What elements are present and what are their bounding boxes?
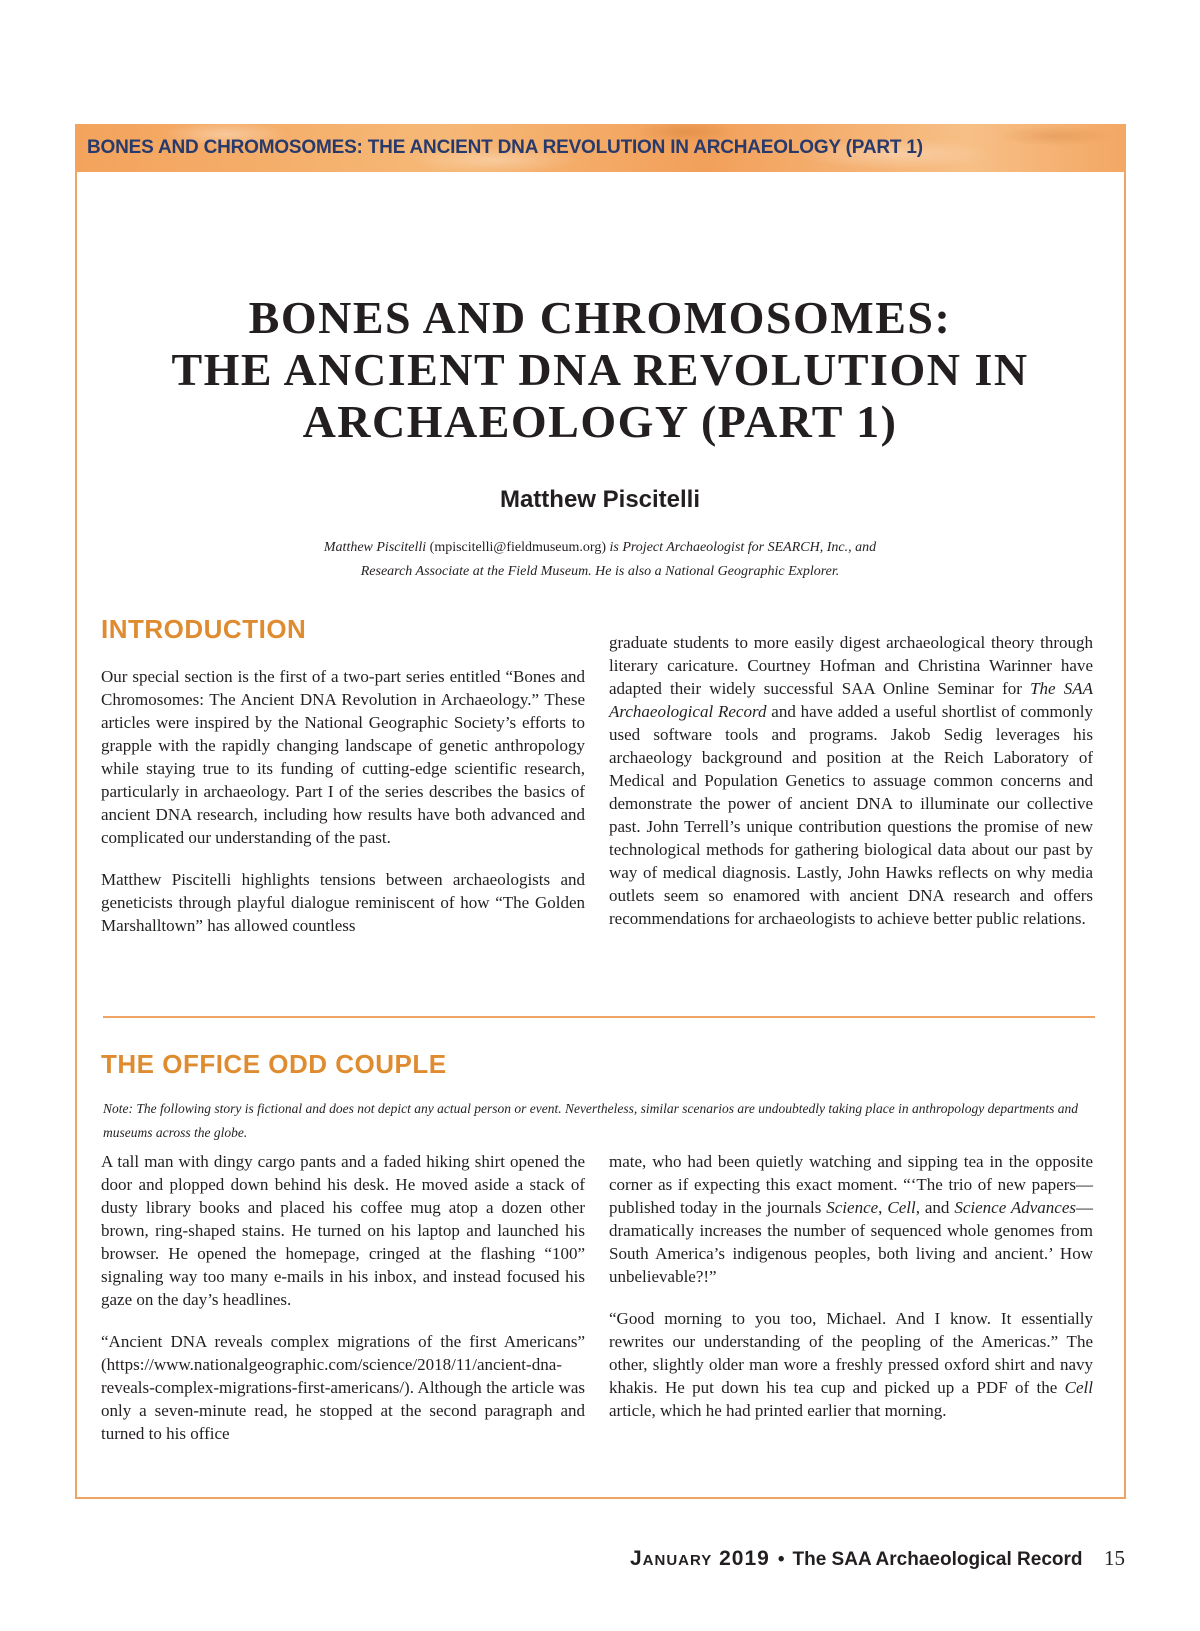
affiliation-role: is Project Archaeologist for SEARCH, Inc., and bbox=[609, 540, 877, 555]
office-p3-text-a: mate, who had been quietly watching and sipping tea in the opposite corner as if expecting this exact moment. “‘The trio of new papers—published today in the journals bbox=[609, 1152, 1093, 1217]
office-p3-text-b: , bbox=[878, 1198, 888, 1217]
footer-journal: The SAA Archaeological Record bbox=[792, 1549, 1083, 1570]
office-p3-text-c: , and bbox=[915, 1198, 955, 1217]
journal-cell: Cell bbox=[887, 1198, 916, 1217]
office-heading: THE OFFICE ODD COUPLE bbox=[101, 1049, 447, 1079]
section-divider bbox=[103, 1016, 1095, 1018]
author-affiliation bbox=[200, 536, 1000, 584]
office-paragraph-3 bbox=[609, 1150, 1093, 1288]
footer-bullet: • bbox=[777, 1549, 785, 1570]
journal-science: Science bbox=[826, 1198, 879, 1217]
intro-journal-title: The SAA Archaeological Record bbox=[609, 679, 1093, 721]
affiliation-line-1 bbox=[200, 536, 1000, 560]
footer-date: January 2019 bbox=[630, 1547, 770, 1570]
journal-cell-2: Cell bbox=[1064, 1378, 1093, 1397]
introduction-right-column bbox=[609, 631, 1093, 930]
affiliation-line-2: Research Associate at the Field Museum. He is also a National Geographic Explorer. bbox=[360, 564, 840, 579]
intro-text-a: graduate students to more easily digest archaeological theory through literary caricature. Courtney Hofman and Christina Warinner have adapted their widely successful SAA Online Seminar for bbox=[609, 633, 1093, 698]
office-paragraph-2: “Ancient DNA reveals complex migrations of the first Americans” (https://www.nationalgeographic.com/science/2018/11/ancient-dna-reveals-complex-migrations-first-americans/). Although the article was only a seven-minute read, he stopped at the second paragraph and turned to his office bbox=[101, 1332, 585, 1443]
intro-text-b: and have added a useful shortlist of commonly used software tools and programs. Jakob Sedig leverages his archaeology background and position at the Reich Laboratory of Medical and Population Genetics to assuage common concerns and demonstrate the power of ancient DNA to illuminate our collective past. John Terrell’s unique contribution questions the promise of new technological methods for gathering biological data about our past by way of medical diagnosis. Lastly, John Hawks reflects on why media outlets seem so enamored with ancient DNA research and offers recommendations for archaeologists to achieve better public relations. bbox=[609, 702, 1094, 928]
introduction-paragraph-3 bbox=[609, 631, 1093, 930]
section-banner bbox=[75, 124, 1126, 172]
office-paragraph-4 bbox=[609, 1307, 1093, 1422]
office-left-column bbox=[101, 1150, 585, 1445]
office-paragraph-1: A tall man with dingy cargo pants and a faded hiking shirt opened the door and plopped down behind his desk. He moved aside a stack of dusty library books and placed his coffee mug atop a dozen other brown, ring-shaped stains. He turned on his laptop and launched his browser. He opened the homepage, cringed at the flashing “100” signaling way too many e-mails in his inbox, and instead focused his gaze on the day’s headlines. bbox=[101, 1152, 585, 1309]
affiliation-name: Matthew Piscitelli bbox=[323, 540, 427, 555]
affiliation-email: (mpiscitelli@fieldmuseum.org) bbox=[429, 540, 606, 555]
article-title bbox=[100, 292, 1100, 448]
fiction-note: Note: The following story is fictional and does not depict any actual person or event. Nevertheless, similar scenarios are undoubtedly taking place in anthropology departments and museums across the globe. bbox=[103, 1101, 1078, 1140]
title-line-1: BONES AND CHROMOSOMES: bbox=[248, 292, 952, 343]
page-number: 15 bbox=[1104, 1546, 1125, 1570]
introduction-left-column bbox=[101, 665, 585, 937]
introduction-paragraph-1: Our special section is the first of a two-part series entitled “Bones and Chromosomes: The Ancient DNA Revolution in Archaeology.” These articles were inspired by the National Geographic Society’s efforts to grapple with the rapidly changing landscape of genetic anthropology while staying true to its funding of cutting-edge scientific research, particularly in archaeology. Part I of the series describes the basics of ancient DNA research, including how results have both advanced and complicated our understanding of the past. bbox=[101, 667, 585, 847]
introduction-heading: INTRODUCTION bbox=[101, 614, 307, 644]
office-right-column bbox=[609, 1150, 1093, 1422]
title-line-2: THE ANCIENT DNA REVOLUTION IN bbox=[171, 344, 1029, 395]
journal-science-advances: Science Advances bbox=[954, 1198, 1077, 1217]
banner-title: BONES AND CHROMOSOMES: THE ANCIENT DNA REVOLUTION IN ARCHAEOLOGY (PART 1) bbox=[87, 137, 923, 158]
page-footer bbox=[630, 1547, 1130, 1571]
office-p3-text-d: —dramatically increases the number of sequenced whole genomes from South America’s indigenous peoples, both living and ancient.’ How unbelievable?!” bbox=[609, 1198, 1094, 1286]
title-line-3: ARCHAEOLOGY (PART 1) bbox=[302, 396, 898, 447]
office-p4-text-a: “Good morning to you too, Michael. And I know. It essentially rewrites our understanding of the peopling of the Americas.” The other, slightly older man wore a freshly pressed oxford shirt and navy khakis. He put down his tea cup and picked up a PDF of the bbox=[609, 1309, 1093, 1397]
introduction-paragraph-2: Matthew Piscitelli highlights tensions between archaeologists and geneticists through playful dialogue reminiscent of how “The Golden Marshalltown” has allowed countless bbox=[101, 870, 585, 935]
office-p4-text-b: article, which he had printed earlier that morning. bbox=[609, 1401, 947, 1420]
author-name: Matthew Piscitelli bbox=[499, 486, 701, 513]
